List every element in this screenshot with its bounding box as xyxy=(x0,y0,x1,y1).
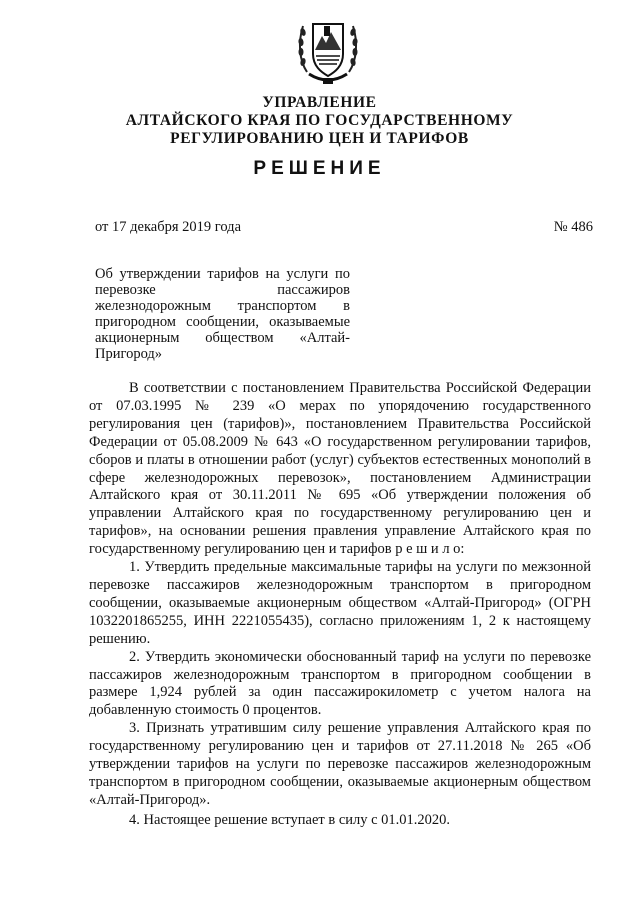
item-1-paragraph: 1. Утвердить предельные максимальные тарифы на услуги по межзонной перевозке пассажиров железнодорожным транспортом в пригородном сообщении, оказываемые акционерным обществом «Алтай-Пригород» (ОГРН 1032201865255, ИНН 2221055435), согласно приложениям 1, 2 к настоящему решению. xyxy=(89,559,591,647)
document-subject: Об утверждении тарифов на услуги по перевозке пассажиров железнодорожным транспортом в пригородном сообщении, оказываемые акционерным обществом «Алтай-Пригород» xyxy=(95,266,350,362)
organization-header xyxy=(0,94,639,148)
header-line-3: РЕГУЛИРОВАНИЮ ЦЕН И ТАРИФОВ xyxy=(170,130,469,147)
document-body xyxy=(89,380,591,830)
preamble-paragraph: В соответствии с постановлением Правительства Российской Федерации от 07.03.1995 № 239 «О мерах по упорядочению государственного регулирования цен (тарифов)», постановлением Правительства Российской Федерации от 05.08.2009 № 643 «О государственном регулировании тарифов, сборов и платы в отношении работ (услуг) субъектов естественных монополий в сфере железнодорожных перевозок», постановлением Администрации Алтайского края от 30.11.2011 № 695 «Об утверждении положения об управлении Алтайского края по государственному регулированию цен и тарифов», на основании решения правления управление Алтайского края по государственному регулированию цен и тарифов р е ш и л о: xyxy=(89,380,591,558)
document-title: РЕШЕНИЕ xyxy=(253,158,386,179)
item-3-paragraph: 3. Признать утратившим силу решение управления Алтайского края по государственному регулированию цен и тарифов от 27.11.2018 № 265 «Об утверждении тарифов на услуги по перевозке пассажиров железнодорожным транспортом в пригородном сообщении, оказываемые акционерным обществом «Алтай-Пригород». xyxy=(89,720,591,808)
header-line-2: АЛТАЙСКОГО КРАЯ ПО ГОСУДАРСТВЕННОМУ xyxy=(125,112,514,129)
header-line-1: УПРАВЛЕНИЕ xyxy=(262,94,377,111)
item-2-paragraph: 2. Утвердить экономически обоснованный тариф на услуги по перевозке пассажиров железнодорожным транспортом в пригородном сообщении в размере 1,924 рублей за один пассажирокилометр с учетом налога на добавленную стоимость 0 процентов. xyxy=(89,648,591,719)
coat-of-arms-icon xyxy=(297,12,359,88)
document-date: от 17 декабря 2019 года xyxy=(95,219,241,235)
document-number: № 486 xyxy=(553,219,593,235)
item-4-paragraph: 4. Настоящее решение вступает в силу с 01.01.2020. xyxy=(129,811,451,828)
